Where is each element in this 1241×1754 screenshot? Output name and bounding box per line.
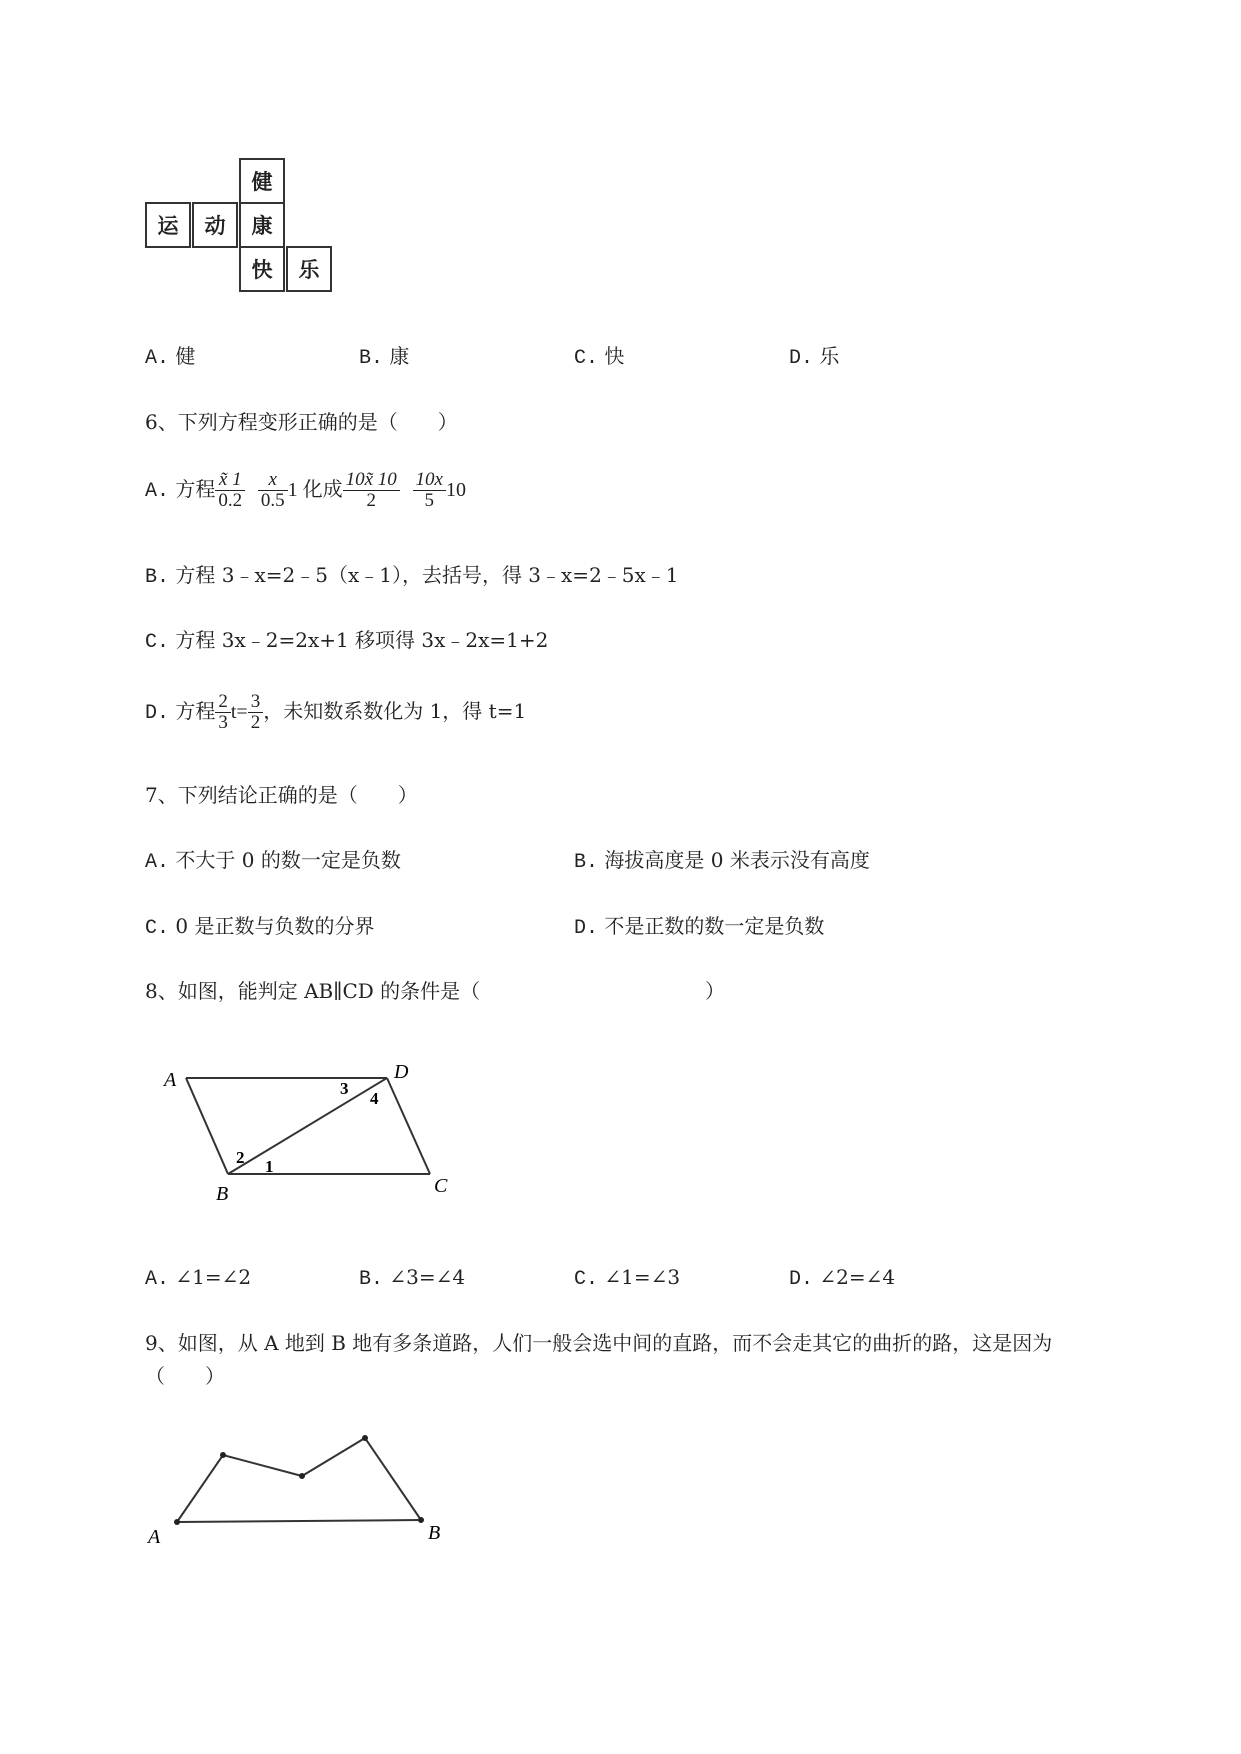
q8-option-b[interactable] bbox=[359, 1265, 465, 1292]
q9-stem-line2: （ ） bbox=[145, 1364, 225, 1388]
q7-option-d[interactable] bbox=[574, 914, 824, 941]
parallelogram-figure bbox=[150, 1050, 470, 1210]
option-text: 1 化成 bbox=[287, 479, 343, 501]
point-label-c: C bbox=[434, 1175, 448, 1197]
option-letter: B. bbox=[359, 1268, 384, 1291]
fraction: $\frac{3}{2}$ bbox=[248, 692, 264, 733]
point-label-d: D bbox=[394, 1061, 409, 1083]
option-letter: A. bbox=[145, 480, 170, 503]
net-cell-kang: 康 bbox=[239, 202, 285, 248]
q6-option-d[interactable] bbox=[145, 692, 526, 733]
q5-option-d[interactable] bbox=[789, 344, 839, 371]
q5-option-a[interactable] bbox=[145, 344, 195, 371]
option-letter: A. bbox=[145, 347, 170, 370]
q8-option-d[interactable] bbox=[789, 1265, 895, 1292]
option-letter: B. bbox=[574, 851, 599, 874]
option-text: 方程 3x﹣2=2x+1 移项得 3x﹣2x=1+2 bbox=[175, 628, 549, 652]
point-label-b: B bbox=[428, 1522, 441, 1544]
routes-figure bbox=[140, 1420, 460, 1550]
option-letter: D. bbox=[789, 1268, 814, 1291]
path-vertex bbox=[220, 1452, 226, 1458]
segment-ab bbox=[186, 1078, 228, 1174]
option-text: 快 bbox=[604, 344, 625, 368]
net-cell-le: 乐 bbox=[286, 246, 332, 292]
option-text: ∠1=∠2 bbox=[175, 1265, 252, 1289]
net-cell-kuai: 快 bbox=[239, 246, 285, 292]
q6-option-a[interactable] bbox=[145, 470, 466, 511]
q8-option-c[interactable] bbox=[574, 1265, 680, 1292]
q8-option-a[interactable] bbox=[145, 1265, 251, 1292]
angle-label-1: 1 bbox=[265, 1157, 274, 1176]
option-text: 康 bbox=[389, 344, 410, 368]
option-text: t= bbox=[230, 701, 248, 723]
q7-stem: 7、下列结论正确的是（ ） bbox=[145, 783, 418, 807]
q9-stem: 9、如图，从 A 地到 B 地有多条道路，人们一般会选中间的直路，而不会走其它的曲折的路，这是因为 bbox=[145, 1331, 1053, 1355]
path-vertex bbox=[299, 1473, 305, 1479]
fraction: $\frac{2}{3}$ bbox=[215, 692, 231, 733]
q7-option-c[interactable] bbox=[145, 914, 374, 941]
option-text: 方程 3﹣x=2﹣5（x﹣1），去括号，得 3﹣x=2﹣5x﹣1 bbox=[175, 563, 679, 587]
cube-net-figure bbox=[145, 158, 335, 298]
straight-path bbox=[177, 1520, 421, 1522]
option-text: 不大于 0 的数一定是负数 bbox=[175, 848, 401, 872]
option-text: ，未知数系数化为 1，得 t=1 bbox=[263, 699, 527, 723]
option-letter: D. bbox=[789, 347, 814, 370]
option-letter: D. bbox=[145, 702, 170, 725]
q6-stem: 6、下列方程变形正确的是（ ） bbox=[145, 410, 458, 434]
option-text: ∠3=∠4 bbox=[389, 1265, 466, 1289]
fraction: $\frac{x̃ 1}{0.2}$ bbox=[215, 470, 245, 511]
option-letter: C. bbox=[574, 347, 599, 370]
q6-option-b[interactable] bbox=[145, 563, 679, 590]
q8-stem-close: ） bbox=[705, 979, 725, 1003]
fraction: $\frac{10x}{5}$ bbox=[413, 470, 446, 511]
option-letter: C. bbox=[574, 1268, 599, 1291]
q5-option-c[interactable] bbox=[574, 344, 624, 371]
angle-label-2: 2 bbox=[236, 1148, 245, 1167]
q7-option-b[interactable] bbox=[574, 848, 870, 875]
winding-path bbox=[177, 1438, 421, 1522]
option-letter: B. bbox=[145, 566, 170, 589]
fraction: $\frac{10x̃ 10}{2}$ bbox=[343, 470, 400, 511]
option-label: 方程 bbox=[175, 477, 216, 501]
q5-option-b[interactable] bbox=[359, 344, 409, 371]
option-text: 0 是正数与负数的分界 bbox=[175, 914, 375, 938]
angle-label-4: 4 bbox=[370, 1089, 379, 1108]
option-letter: D. bbox=[574, 917, 599, 940]
option-text: 10 bbox=[445, 479, 466, 501]
point-a bbox=[174, 1519, 180, 1525]
point-label-a: A bbox=[148, 1526, 161, 1548]
option-letter: C. bbox=[145, 631, 170, 654]
point-label-a: A bbox=[164, 1069, 177, 1091]
option-letter: B. bbox=[359, 347, 384, 370]
option-letter: C. bbox=[145, 917, 170, 940]
point-label-b: B bbox=[216, 1183, 229, 1205]
diagonal-bd bbox=[228, 1078, 387, 1174]
option-letter: A. bbox=[145, 1268, 170, 1291]
q8-stem: 8、如图，能判定 AB∥CD 的条件是（ bbox=[145, 979, 481, 1003]
angle-label-3: 3 bbox=[340, 1079, 349, 1098]
option-letter: A. bbox=[145, 851, 170, 874]
option-text: 乐 bbox=[819, 344, 840, 368]
net-cell-yun: 运 bbox=[145, 202, 191, 248]
option-text: ∠1=∠3 bbox=[604, 1265, 681, 1289]
fraction: $\frac{x}{0.5}$ bbox=[258, 470, 288, 511]
segment-dc bbox=[387, 1078, 430, 1174]
q7-option-a[interactable] bbox=[145, 848, 401, 875]
option-label: 方程 bbox=[175, 699, 216, 723]
point-b bbox=[418, 1517, 424, 1523]
q6-option-c[interactable] bbox=[145, 628, 548, 655]
option-text: ∠2=∠4 bbox=[819, 1265, 896, 1289]
option-text: 健 bbox=[175, 344, 196, 368]
option-text: 海拔高度是 0 米表示没有高度 bbox=[604, 848, 870, 872]
path-vertex bbox=[362, 1435, 368, 1441]
net-cell-dong: 动 bbox=[192, 202, 238, 248]
option-text: 不是正数的数一定是负数 bbox=[604, 914, 825, 938]
net-cell-jian: 健 bbox=[239, 158, 285, 204]
